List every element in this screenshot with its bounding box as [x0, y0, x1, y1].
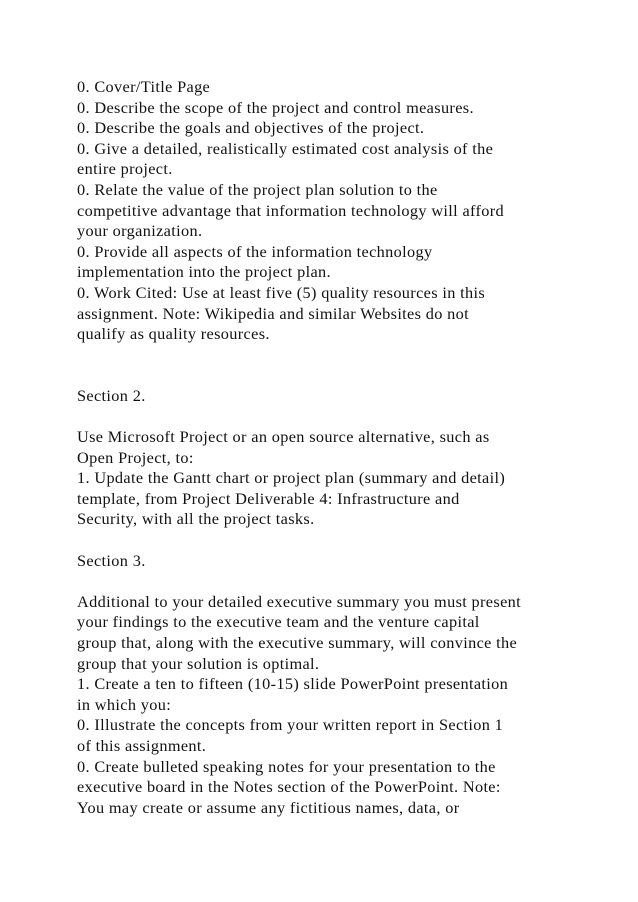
blank-line	[77, 407, 597, 428]
text-line: 0. Work Cited: Use at least five (5) quality resources in this	[77, 282, 486, 302]
text-line: qualify as quality resources.	[77, 324, 270, 344]
blank-line	[77, 345, 597, 366]
text-line: in which you:	[77, 694, 172, 714]
text-line: Section 2.	[77, 385, 146, 405]
text-line: Additional to your detailed executive summary you must present	[77, 591, 522, 611]
text-line: 0. Illustrate the concepts from your written report in Section 1	[77, 715, 504, 735]
text-line: Use Microsoft Project or an open source alternative, such as	[77, 427, 490, 447]
text-line: entire project.	[77, 159, 173, 179]
document-body	[77, 77, 597, 818]
text-line: 1. Update the Gantt chart or project plan (summary and detail)	[77, 468, 506, 488]
text-line: Security, with all the project tasks.	[77, 509, 315, 529]
text-line: You may create or assume any fictitious names, data, or	[77, 797, 460, 817]
text-line: group that your solution is optimal.	[77, 653, 320, 673]
text-line: 1. Create a ten to fifteen (10-15) slide PowerPoint presentation	[77, 674, 509, 694]
text-line: 0. Give a detailed, realistically estimated cost analysis of the	[77, 138, 494, 158]
text-line: 0. Cover/Title Page	[77, 77, 211, 96]
text-line: executive board in the Notes section of the PowerPoint. Note:	[77, 777, 501, 797]
text-line: of this assignment.	[77, 736, 207, 755]
text-line: implementation into the project plan.	[77, 262, 331, 282]
text-line: your organization.	[77, 221, 203, 241]
text-line: competitive advantage that information technology will afford	[77, 200, 505, 220]
text-line: group that, along with the executive summary, will convince the	[77, 633, 518, 653]
blank-line	[77, 530, 597, 551]
text-line: your findings to the executive team and the venture capital	[77, 612, 480, 632]
text-line: template, from Project Deliverable 4: Infrastructure and	[77, 488, 460, 508]
text-line: 0. Describe the scope of the project and control measures.	[77, 97, 474, 117]
text-line: Open Project, to:	[77, 447, 194, 467]
text-line: 0. Describe the goals and objectives of the project.	[77, 118, 425, 138]
text-line: 0. Create bulleted speaking notes for your presentation to the	[77, 756, 496, 776]
blank-line	[77, 365, 597, 386]
blank-line	[77, 571, 597, 592]
text-line: assignment. Note: Wikipedia and similar Websites do not	[77, 303, 469, 323]
text-line: 0. Relate the value of the project plan solution to the	[77, 179, 438, 199]
text-line: Section 3.	[77, 550, 146, 570]
text-line: 0. Provide all aspects of the information technology	[77, 241, 433, 261]
